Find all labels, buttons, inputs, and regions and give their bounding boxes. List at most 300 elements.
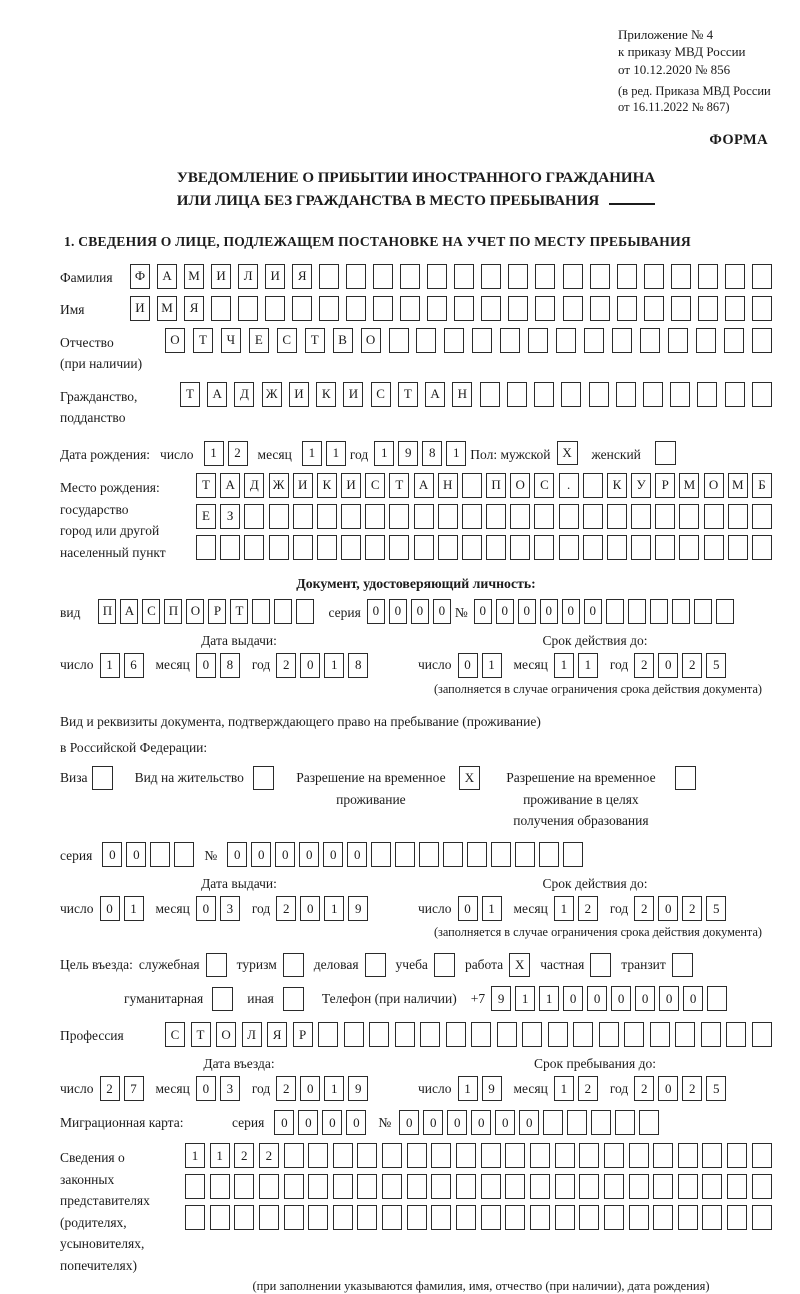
char-box[interactable] [252, 599, 270, 624]
char-box[interactable] [486, 504, 506, 529]
char-box[interactable] [671, 296, 691, 321]
char-box[interactable]: 5 [706, 896, 726, 921]
char-box[interactable]: 1 [185, 1143, 205, 1168]
char-box[interactable] [481, 264, 501, 289]
edu-permit-checkbox[interactable] [675, 766, 696, 790]
char-box[interactable]: . [559, 473, 579, 498]
char-box[interactable]: П [486, 473, 506, 498]
char-box[interactable]: Т [389, 473, 409, 498]
char-box[interactable] [389, 504, 409, 529]
purpose-business-checkbox[interactable] [365, 953, 386, 977]
char-box[interactable]: К [316, 382, 336, 407]
char-box[interactable]: 9 [482, 1076, 502, 1101]
char-box[interactable] [505, 1205, 525, 1230]
char-box[interactable] [640, 328, 660, 353]
char-box[interactable]: 0 [411, 599, 429, 624]
char-box[interactable]: 0 [658, 1076, 678, 1101]
char-box[interactable] [530, 1174, 550, 1199]
char-box[interactable] [707, 986, 727, 1011]
visa-checkbox[interactable] [92, 766, 113, 790]
char-box[interactable] [456, 1143, 476, 1168]
purpose-work-checkbox[interactable]: X [509, 953, 530, 977]
char-box[interactable]: 2 [100, 1076, 120, 1101]
char-box[interactable] [644, 296, 664, 321]
char-box[interactable] [522, 1022, 542, 1047]
char-box[interactable]: Р [208, 599, 226, 624]
char-box[interactable] [579, 1174, 599, 1199]
char-box[interactable] [341, 504, 361, 529]
char-box[interactable]: 0 [496, 599, 514, 624]
char-box[interactable]: 1 [482, 896, 502, 921]
char-box[interactable]: 3 [220, 1076, 240, 1101]
char-box[interactable]: 2 [276, 1076, 296, 1101]
char-box[interactable]: 0 [399, 1110, 419, 1135]
char-box[interactable] [567, 1110, 587, 1135]
char-box[interactable] [752, 1022, 772, 1047]
char-box[interactable] [333, 1174, 353, 1199]
char-box[interactable]: 1 [324, 653, 344, 678]
char-box[interactable]: А [157, 264, 177, 289]
char-box[interactable] [752, 328, 772, 353]
char-box[interactable]: 0 [367, 599, 385, 624]
char-box[interactable]: 0 [540, 599, 558, 624]
char-box[interactable] [612, 328, 632, 353]
char-box[interactable]: 0 [683, 986, 703, 1011]
char-box[interactable] [357, 1143, 377, 1168]
char-box[interactable] [369, 1022, 389, 1047]
char-box[interactable]: 0 [346, 1110, 366, 1135]
char-box[interactable] [535, 296, 555, 321]
char-box[interactable]: 8 [422, 441, 442, 466]
char-box[interactable] [265, 296, 285, 321]
char-box[interactable] [259, 1205, 279, 1230]
char-box[interactable] [462, 504, 482, 529]
char-box[interactable] [481, 296, 501, 321]
char-box[interactable] [269, 504, 289, 529]
char-box[interactable]: 1 [124, 896, 144, 921]
char-box[interactable] [196, 535, 216, 560]
char-box[interactable]: Ж [269, 473, 289, 498]
char-box[interactable]: В [333, 328, 353, 353]
char-box[interactable]: Р [655, 473, 675, 498]
char-box[interactable]: И [293, 473, 313, 498]
char-box[interactable] [420, 1022, 440, 1047]
char-box[interactable]: М [679, 473, 699, 498]
char-box[interactable] [508, 296, 528, 321]
char-box[interactable] [491, 842, 511, 867]
char-box[interactable]: 1 [554, 653, 574, 678]
sex-female-checkbox[interactable] [655, 441, 676, 465]
char-box[interactable] [555, 1174, 575, 1199]
char-box[interactable]: 1 [210, 1143, 230, 1168]
char-box[interactable] [698, 296, 718, 321]
char-box[interactable] [317, 504, 337, 529]
char-box[interactable] [471, 1022, 491, 1047]
char-box[interactable] [591, 1110, 611, 1135]
char-box[interactable] [344, 1022, 364, 1047]
char-box[interactable]: 1 [539, 986, 559, 1011]
char-box[interactable] [624, 1022, 644, 1047]
char-box[interactable] [668, 328, 688, 353]
char-box[interactable] [293, 504, 313, 529]
char-box[interactable] [559, 504, 579, 529]
char-box[interactable]: З [220, 504, 240, 529]
char-box[interactable] [150, 842, 170, 867]
char-box[interactable] [590, 264, 610, 289]
char-box[interactable] [431, 1205, 451, 1230]
char-box[interactable]: 8 [220, 653, 240, 678]
char-box[interactable] [292, 296, 312, 321]
char-box[interactable] [631, 535, 651, 560]
char-box[interactable]: 1 [446, 441, 466, 466]
char-box[interactable] [438, 535, 458, 560]
char-box[interactable]: С [142, 599, 160, 624]
char-box[interactable] [726, 1022, 746, 1047]
char-box[interactable]: И [211, 264, 231, 289]
char-box[interactable] [583, 504, 603, 529]
char-box[interactable]: 1 [515, 986, 535, 1011]
purpose-other-checkbox[interactable] [283, 987, 304, 1011]
char-box[interactable]: Т [180, 382, 200, 407]
char-box[interactable] [341, 535, 361, 560]
char-box[interactable] [508, 264, 528, 289]
char-box[interactable]: Н [452, 382, 472, 407]
char-box[interactable]: М [728, 473, 748, 498]
char-box[interactable] [446, 1022, 466, 1047]
char-box[interactable]: 1 [458, 1076, 478, 1101]
char-box[interactable] [382, 1143, 402, 1168]
char-box[interactable] [346, 296, 366, 321]
char-box[interactable] [752, 1205, 772, 1230]
char-box[interactable] [373, 264, 393, 289]
char-box[interactable] [607, 504, 627, 529]
char-box[interactable]: 2 [682, 653, 702, 678]
char-box[interactable]: 1 [324, 896, 344, 921]
char-box[interactable] [604, 1143, 624, 1168]
char-box[interactable] [389, 328, 409, 353]
char-box[interactable]: И [265, 264, 285, 289]
char-box[interactable] [678, 1205, 698, 1230]
char-box[interactable]: П [98, 599, 116, 624]
char-box[interactable] [431, 1174, 451, 1199]
char-box[interactable] [454, 296, 474, 321]
char-box[interactable] [530, 1143, 550, 1168]
char-box[interactable]: А [220, 473, 240, 498]
char-box[interactable] [438, 504, 458, 529]
char-box[interactable]: 9 [398, 441, 418, 466]
char-box[interactable]: Ч [221, 328, 241, 353]
char-box[interactable] [357, 1205, 377, 1230]
char-box[interactable] [456, 1205, 476, 1230]
char-box[interactable] [373, 296, 393, 321]
char-box[interactable]: 0 [519, 1110, 539, 1135]
char-box[interactable]: 1 [302, 441, 322, 466]
char-box[interactable] [234, 1205, 254, 1230]
char-box[interactable]: 8 [348, 653, 368, 678]
char-box[interactable] [678, 1143, 698, 1168]
char-box[interactable]: 0 [100, 896, 120, 921]
char-box[interactable] [481, 1143, 501, 1168]
char-box[interactable] [357, 1174, 377, 1199]
char-box[interactable] [427, 296, 447, 321]
char-box[interactable]: 9 [348, 1076, 368, 1101]
char-box[interactable]: Ж [262, 382, 282, 407]
char-box[interactable]: 2 [259, 1143, 279, 1168]
char-box[interactable] [535, 264, 555, 289]
char-box[interactable] [728, 504, 748, 529]
char-box[interactable]: 0 [196, 1076, 216, 1101]
char-box[interactable]: 1 [374, 441, 394, 466]
char-box[interactable] [365, 504, 385, 529]
char-box[interactable] [702, 1143, 722, 1168]
char-box[interactable] [220, 535, 240, 560]
char-box[interactable] [427, 264, 447, 289]
char-box[interactable]: 0 [518, 599, 536, 624]
char-box[interactable] [752, 264, 772, 289]
char-box[interactable] [655, 535, 675, 560]
char-box[interactable]: 0 [611, 986, 631, 1011]
char-box[interactable] [727, 1143, 747, 1168]
char-box[interactable]: Л [238, 264, 258, 289]
char-box[interactable] [400, 296, 420, 321]
char-box[interactable] [653, 1143, 673, 1168]
char-box[interactable] [244, 535, 264, 560]
char-box[interactable]: С [365, 473, 385, 498]
char-box[interactable] [616, 382, 636, 407]
char-box[interactable] [617, 296, 637, 321]
char-box[interactable]: 0 [347, 842, 367, 867]
char-box[interactable]: О [510, 473, 530, 498]
char-box[interactable] [481, 1174, 501, 1199]
char-box[interactable] [414, 504, 434, 529]
char-box[interactable] [678, 1174, 698, 1199]
char-box[interactable]: С [534, 473, 554, 498]
char-box[interactable] [639, 1110, 659, 1135]
char-box[interactable] [696, 328, 716, 353]
char-box[interactable]: 0 [274, 1110, 294, 1135]
char-box[interactable] [515, 842, 535, 867]
purpose-transit-checkbox[interactable] [672, 953, 693, 977]
purpose-tourism-checkbox[interactable] [283, 953, 304, 977]
char-box[interactable] [563, 264, 583, 289]
char-box[interactable] [269, 535, 289, 560]
char-box[interactable]: 0 [635, 986, 655, 1011]
char-box[interactable] [534, 382, 554, 407]
char-box[interactable] [395, 1022, 415, 1047]
char-box[interactable]: 0 [300, 653, 320, 678]
char-box[interactable] [555, 1205, 575, 1230]
char-box[interactable] [284, 1174, 304, 1199]
char-box[interactable] [599, 1022, 619, 1047]
char-box[interactable]: 0 [563, 986, 583, 1011]
char-box[interactable]: 0 [251, 842, 271, 867]
char-box[interactable] [604, 1174, 624, 1199]
char-box[interactable]: 0 [298, 1110, 318, 1135]
char-box[interactable]: 1 [100, 653, 120, 678]
char-box[interactable]: И [130, 296, 150, 321]
char-box[interactable]: П [164, 599, 182, 624]
purpose-official-checkbox[interactable] [206, 953, 227, 977]
char-box[interactable] [643, 382, 663, 407]
char-box[interactable] [590, 296, 610, 321]
char-box[interactable] [319, 296, 339, 321]
char-box[interactable] [701, 1022, 721, 1047]
char-box[interactable] [317, 535, 337, 560]
char-box[interactable] [382, 1205, 402, 1230]
char-box[interactable] [497, 1022, 517, 1047]
char-box[interactable]: О [361, 328, 381, 353]
char-box[interactable] [456, 1174, 476, 1199]
char-box[interactable]: 1 [554, 896, 574, 921]
char-box[interactable] [650, 1022, 670, 1047]
char-box[interactable] [615, 1110, 635, 1135]
char-box[interactable]: 1 [326, 441, 346, 466]
char-box[interactable] [389, 535, 409, 560]
char-box[interactable]: Д [234, 382, 254, 407]
char-box[interactable]: И [341, 473, 361, 498]
char-box[interactable] [556, 328, 576, 353]
char-box[interactable] [528, 328, 548, 353]
char-box[interactable]: Д [244, 473, 264, 498]
char-box[interactable]: 0 [659, 986, 679, 1011]
char-box[interactable] [365, 535, 385, 560]
char-box[interactable]: С [277, 328, 297, 353]
char-box[interactable]: 0 [447, 1110, 467, 1135]
char-box[interactable] [716, 599, 734, 624]
char-box[interactable] [400, 264, 420, 289]
char-box[interactable] [333, 1205, 353, 1230]
char-box[interactable] [174, 842, 194, 867]
char-box[interactable]: 2 [578, 896, 598, 921]
char-box[interactable]: Л [242, 1022, 262, 1047]
char-box[interactable]: А [120, 599, 138, 624]
char-box[interactable] [672, 599, 690, 624]
char-box[interactable] [480, 382, 500, 407]
char-box[interactable]: О [186, 599, 204, 624]
char-box[interactable] [644, 264, 664, 289]
char-box[interactable] [561, 382, 581, 407]
char-box[interactable] [530, 1205, 550, 1230]
char-box[interactable] [259, 1174, 279, 1199]
char-box[interactable] [653, 1205, 673, 1230]
char-box[interactable] [539, 842, 559, 867]
char-box[interactable] [704, 504, 724, 529]
char-box[interactable]: 1 [324, 1076, 344, 1101]
char-box[interactable] [414, 535, 434, 560]
char-box[interactable]: 0 [471, 1110, 491, 1135]
char-box[interactable] [604, 1205, 624, 1230]
char-box[interactable] [543, 1110, 563, 1135]
char-box[interactable] [589, 382, 609, 407]
char-box[interactable] [629, 1143, 649, 1168]
purpose-study-checkbox[interactable] [434, 953, 455, 977]
char-box[interactable]: О [216, 1022, 236, 1047]
char-box[interactable]: 2 [634, 1076, 654, 1101]
char-box[interactable] [694, 599, 712, 624]
char-box[interactable]: 1 [204, 441, 224, 466]
char-box[interactable]: К [317, 473, 337, 498]
char-box[interactable]: 3 [220, 896, 240, 921]
char-box[interactable] [671, 264, 691, 289]
char-box[interactable] [210, 1174, 230, 1199]
char-box[interactable] [510, 504, 530, 529]
char-box[interactable] [395, 842, 415, 867]
char-box[interactable] [728, 535, 748, 560]
char-box[interactable]: Т [193, 328, 213, 353]
char-box[interactable]: С [165, 1022, 185, 1047]
char-box[interactable]: 0 [495, 1110, 515, 1135]
char-box[interactable]: Т [191, 1022, 211, 1047]
char-box[interactable]: С [371, 382, 391, 407]
char-box[interactable]: 6 [124, 653, 144, 678]
char-box[interactable] [548, 1022, 568, 1047]
char-box[interactable] [724, 328, 744, 353]
char-box[interactable] [629, 1205, 649, 1230]
char-box[interactable]: 0 [458, 896, 478, 921]
char-box[interactable]: И [289, 382, 309, 407]
char-box[interactable] [444, 328, 464, 353]
char-box[interactable] [505, 1143, 525, 1168]
char-box[interactable]: 0 [433, 599, 451, 624]
sex-male-checkbox[interactable]: X [557, 441, 578, 465]
char-box[interactable] [606, 599, 624, 624]
char-box[interactable] [534, 504, 554, 529]
char-box[interactable] [752, 382, 772, 407]
char-box[interactable]: 0 [658, 896, 678, 921]
char-box[interactable] [670, 382, 690, 407]
char-box[interactable] [752, 504, 772, 529]
char-box[interactable] [462, 473, 482, 498]
char-box[interactable]: 2 [234, 1143, 254, 1168]
char-box[interactable]: 0 [300, 1076, 320, 1101]
char-box[interactable] [704, 535, 724, 560]
char-box[interactable]: 2 [634, 896, 654, 921]
residence-permit-checkbox[interactable] [253, 766, 274, 790]
char-box[interactable] [500, 328, 520, 353]
char-box[interactable]: 7 [124, 1076, 144, 1101]
char-box[interactable] [679, 504, 699, 529]
char-box[interactable] [318, 1022, 338, 1047]
char-box[interactable]: 2 [276, 653, 296, 678]
char-box[interactable] [346, 264, 366, 289]
char-box[interactable]: 2 [682, 1076, 702, 1101]
char-box[interactable] [454, 264, 474, 289]
char-box[interactable] [419, 842, 439, 867]
char-box[interactable] [653, 1174, 673, 1199]
char-box[interactable]: Т [230, 599, 248, 624]
char-box[interactable]: 0 [196, 653, 216, 678]
char-box[interactable] [559, 535, 579, 560]
char-box[interactable] [702, 1174, 722, 1199]
char-box[interactable] [583, 535, 603, 560]
char-box[interactable] [308, 1143, 328, 1168]
char-box[interactable]: 9 [491, 986, 511, 1011]
char-box[interactable] [443, 842, 463, 867]
char-box[interactable]: А [414, 473, 434, 498]
char-box[interactable]: Я [184, 296, 204, 321]
char-box[interactable]: 1 [482, 653, 502, 678]
char-box[interactable] [629, 1174, 649, 1199]
char-box[interactable]: Я [292, 264, 312, 289]
char-box[interactable] [579, 1205, 599, 1230]
char-box[interactable]: О [704, 473, 724, 498]
char-box[interactable]: Т [305, 328, 325, 353]
char-box[interactable] [752, 535, 772, 560]
char-box[interactable] [725, 296, 745, 321]
char-box[interactable]: М [184, 264, 204, 289]
char-box[interactable] [308, 1205, 328, 1230]
char-box[interactable]: 2 [578, 1076, 598, 1101]
